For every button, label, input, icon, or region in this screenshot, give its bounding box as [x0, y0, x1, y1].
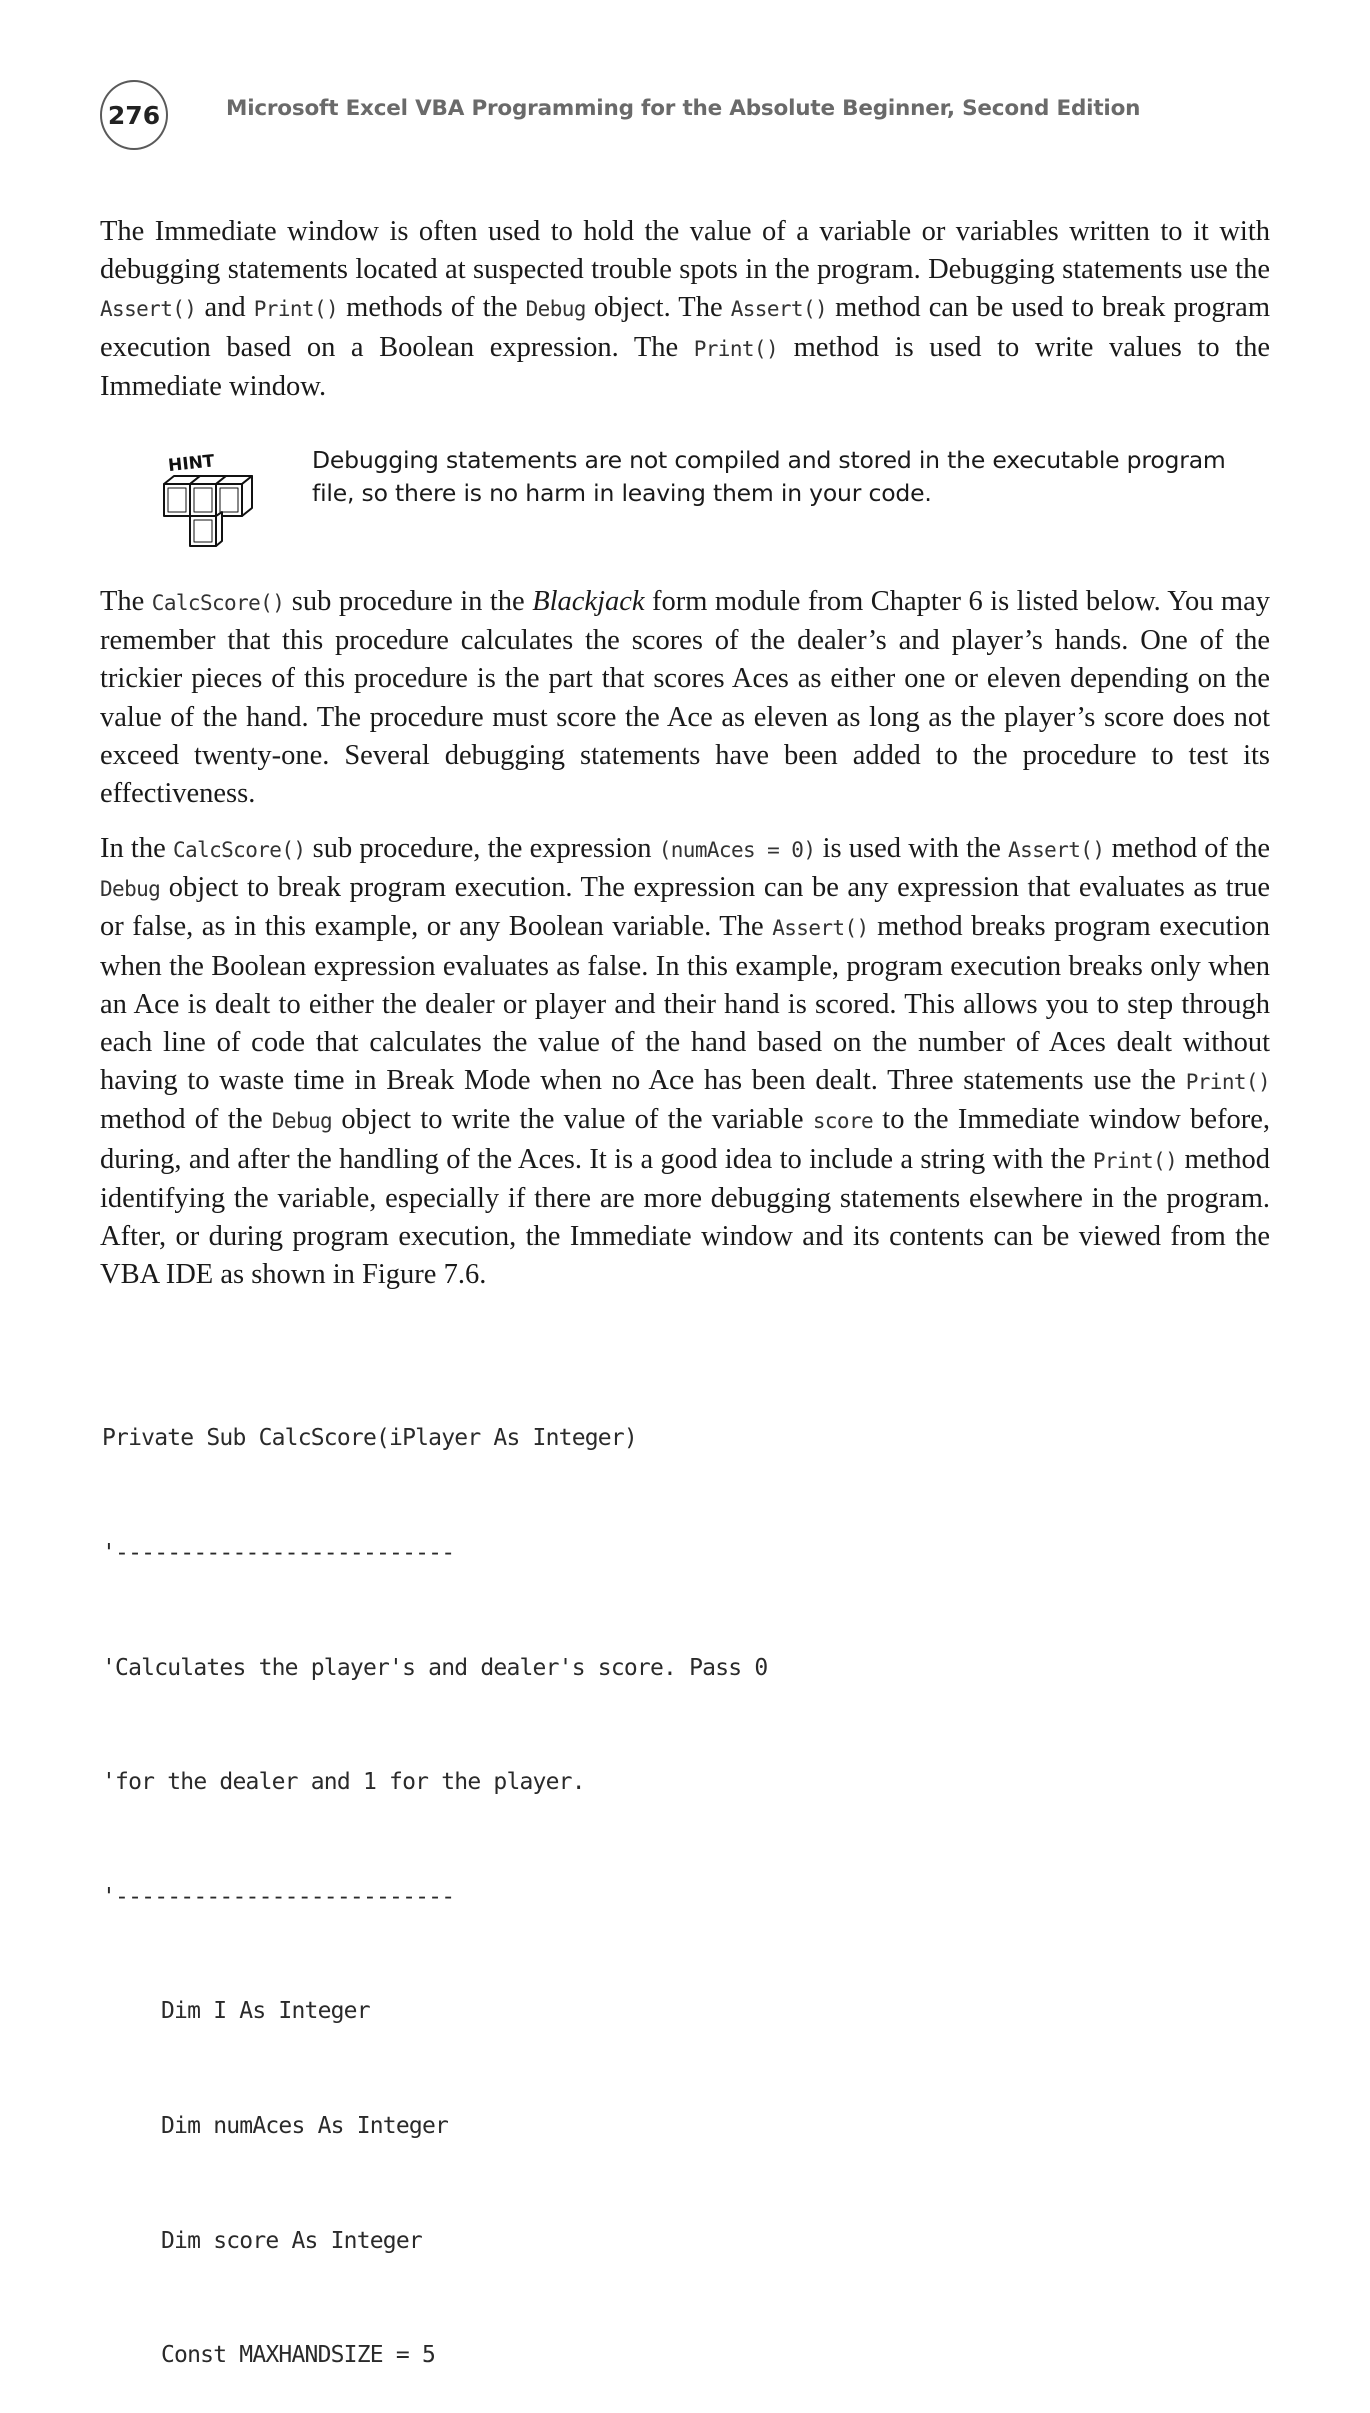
text: to the Immediate window before, during, and after the handling of the Aces. It is a good idea to include a string with the — [100, 1104, 1270, 1175]
inline-code: Print() — [1185, 1070, 1270, 1095]
code-comment-separator: '-------------------------- — [102, 1540, 455, 1566]
text: The — [100, 586, 152, 617]
text: method identifying the variable, especially if there are more debugging statements elsewhere in the program. After, or during program execution, the Immediate window and its contents can be viewed from the VBA IDE as shown in Figure 7.6. — [100, 1143, 1270, 1291]
inline-code: (numAces = 0) — [658, 838, 816, 862]
text: sub procedure, the expression — [305, 833, 659, 864]
text: and — [196, 292, 254, 324]
inline-code: Assert() — [100, 297, 197, 322]
text: method of the — [1104, 833, 1271, 864]
code-line: Dim numAces As Integer — [161, 2112, 449, 2139]
code-listing — [102, 1343, 767, 2413]
inline-code: score — [812, 1109, 874, 1134]
code-line: Private Sub CalcScore(iPlayer As Integer) — [102, 1425, 637, 1452]
inline-code: Print() — [253, 297, 339, 322]
hint-blocks-icon — [158, 446, 268, 550]
hint-text: Debugging statements are not compiled and stored in the executable program file, so there is no harm in leaving them in your code. — [312, 446, 1226, 507]
page-number: 276 — [107, 100, 161, 130]
text: methods of the — [338, 292, 526, 324]
text: The Immediate window is often used to hold the value of a variable or variables written to it with debugging statements located at suspected trouble spots in the program. Debugging statements use the — [100, 216, 1270, 286]
paragraph-assert-explanation — [100, 830, 1270, 1294]
running-title: Microsoft Excel VBA Programming for the Absolute Beginner, Second Edition — [226, 96, 1141, 121]
inline-code: Assert() — [1008, 838, 1105, 862]
code-line: Const MAXHANDSIZE = 5 — [161, 2342, 435, 2369]
inline-code: CalcScore() — [151, 591, 285, 615]
page-number-badge — [100, 80, 168, 150]
text: sub procedure in the — [284, 586, 533, 617]
code-comment-separator: '-------------------------- — [102, 1883, 455, 1910]
text: form module from Chapter 6 is listed below. You may remember that this procedure calculates the scores of the dealer’s and player’s hands. One of the trickier pieces of this procedure is the part that scores Aces as either one or eleven depending on the value of the hand. The procedure must score the Ace as eleven as long as the player’s score does not exceed twenty-one. Several debugging statements have been added to the procedure to test its effectiveness. — [100, 586, 1271, 810]
inline-code: CalcScore() — [172, 838, 306, 862]
paragraph-calcscore-intro — [100, 583, 1270, 813]
inline-code: Print() — [1092, 1148, 1178, 1173]
inline-code: Debug — [525, 297, 586, 322]
inline-code: Assert() — [772, 916, 869, 941]
text: object to write the value of the variable — [332, 1104, 813, 1136]
paragraph-immediate-window — [100, 213, 1270, 406]
inline-code: Assert() — [730, 297, 828, 322]
code-line: Dim I As Integer — [161, 1998, 370, 2025]
text: object. The — [585, 292, 731, 324]
text: object to break program execution. The expression can be any expression that evaluates as true or false, as in this example, or any Boolean variable. The — [100, 872, 1270, 943]
text: method is used to write values to the Immediate window. — [100, 331, 1270, 402]
code-comment: 'Calculates the player's and dealer's score. Pass 0 — [102, 1654, 768, 1681]
code-comment: 'for the dealer and 1 for the player. — [102, 1769, 585, 1796]
inline-code: Debug — [271, 1109, 333, 1134]
inline-code: Print() — [693, 336, 779, 361]
inline-code: Debug — [100, 877, 161, 902]
italic-text: Blackjack — [532, 586, 645, 617]
text: is used with the — [815, 833, 1009, 864]
text: method breaks program execution when the Boolean expression evaluates as false. In this example, program execution breaks only when an Ace is dealt to either the dealer or player and their hand is scored. This allows you to step through each line of code that calculates the value of the hand based on the number of Aces dealt without having to waste time in Break Mode when no Ace has been dealt. Three statements use the — [100, 911, 1271, 1097]
text: In the — [100, 833, 173, 864]
svg-text:HINT: HINT — [167, 451, 216, 477]
code-line: Dim score As Integer — [161, 2227, 422, 2254]
text: method of the — [100, 1104, 272, 1136]
text: method can be used to break program execution based on a Boolean expression. The — [100, 292, 1270, 363]
